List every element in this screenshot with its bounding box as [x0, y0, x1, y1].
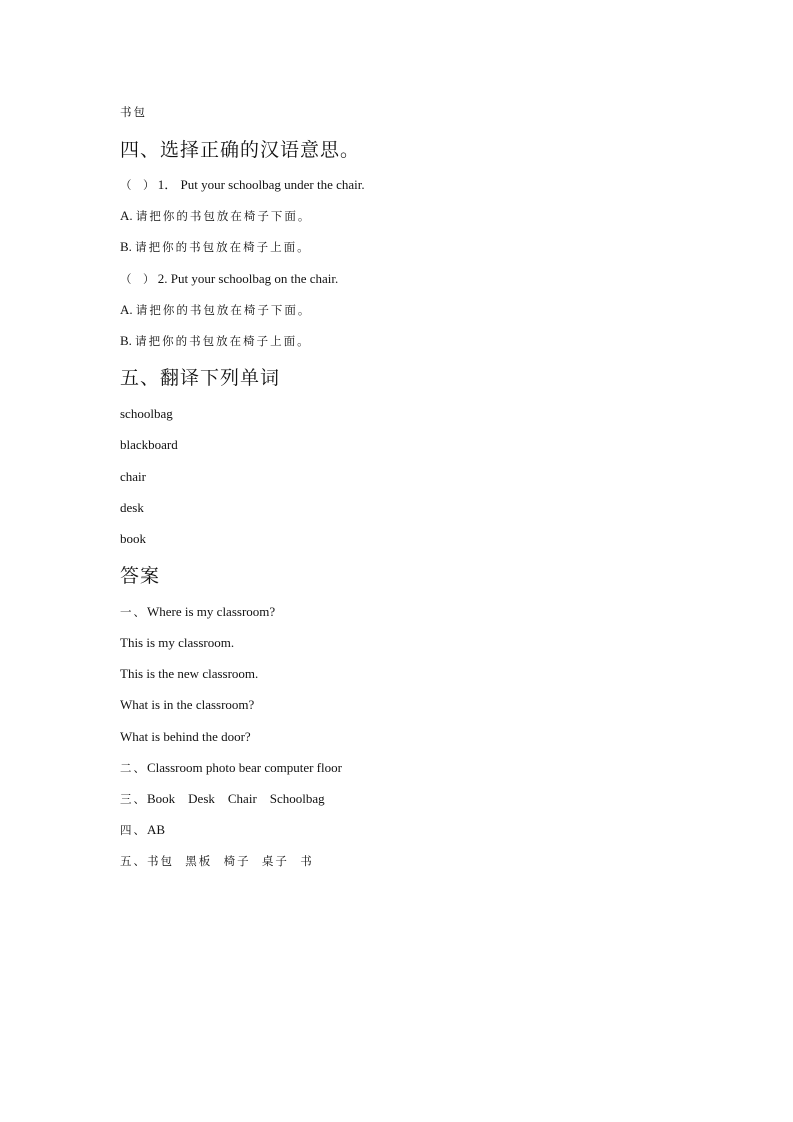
answer-prefix: 三、 — [120, 792, 147, 806]
option-text: 请把你的书包放在椅子下面。 — [135, 209, 312, 223]
option-a — [120, 302, 311, 318]
word-item: desk — [120, 500, 144, 515]
answer-2 — [120, 760, 342, 776]
question-number: 1． — [157, 177, 178, 192]
answer-blank: （ ） — [120, 178, 155, 192]
answer-3 — [120, 791, 325, 807]
answer-text: AB — [147, 822, 166, 837]
answer-line: What is in the classroom? — [120, 697, 255, 712]
answer-text: Where is my classroom? — [147, 604, 276, 619]
option-a — [120, 208, 311, 224]
answer-1 — [120, 604, 275, 620]
question-number: 2. — [157, 271, 168, 286]
answer-text: Book Desk Chair Schoolbag — [147, 791, 325, 806]
word-item: blackboard — [120, 437, 178, 452]
question-2 — [120, 271, 338, 287]
question-text: Put your schoolbag on the chair. — [170, 271, 339, 286]
section5-title: 五、翻译下列单词 — [120, 367, 281, 389]
answer-line: This is the new classroom. — [120, 666, 259, 681]
option-label: A. — [120, 302, 133, 317]
section4-title: 四、选择正确的汉语意思。 — [120, 139, 361, 161]
answer-prefix: 一、 — [120, 605, 147, 619]
answer-text: 书包 黑板 椅子 桌子 书 — [147, 854, 314, 868]
answer-text: Classroom photo bear computer floor — [147, 760, 342, 775]
answer-blank: （ ） — [120, 272, 155, 286]
answer-line: This is my classroom. — [120, 635, 235, 650]
question-1 — [120, 177, 365, 193]
answer-prefix: 二、 — [120, 761, 147, 775]
option-label: B. — [120, 333, 132, 348]
option-text: 请把你的书包放在椅子上面。 — [135, 334, 311, 348]
option-b — [120, 239, 311, 255]
word-item: schoolbag — [120, 406, 173, 421]
answer-4 — [120, 822, 165, 838]
top-word: 书包 — [120, 105, 147, 119]
option-text: 请把你的书包放在椅子上面。 — [135, 240, 311, 254]
answer-prefix: 四、 — [120, 823, 147, 837]
option-text: 请把你的书包放在椅子下面。 — [135, 303, 312, 317]
answers-title: 答案 — [120, 565, 161, 587]
option-label: A. — [120, 208, 133, 223]
word-item: book — [120, 531, 146, 546]
question-text: Put your schoolbag under the chair. — [180, 177, 365, 192]
option-label: B. — [120, 239, 132, 254]
word-item: chair — [120, 469, 146, 484]
answer-5 — [120, 853, 314, 869]
document-page — [120, 0, 740, 1122]
answer-line: What is behind the door? — [120, 729, 251, 744]
option-b — [120, 333, 311, 349]
answer-prefix: 五、 — [120, 854, 147, 868]
